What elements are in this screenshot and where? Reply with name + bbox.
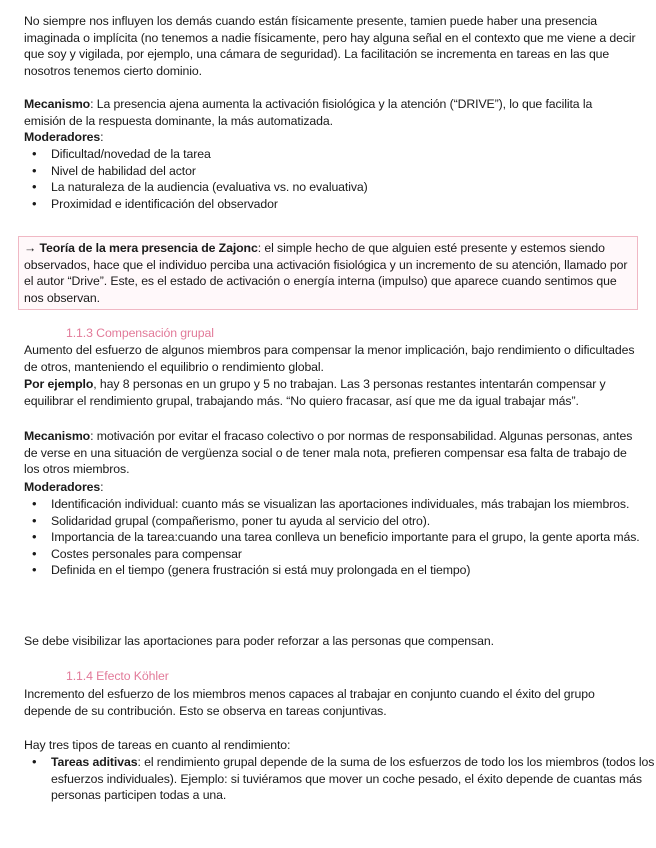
- example-label: Por ejemplo: [24, 377, 94, 391]
- zajonc-text: : el simple hecho de que alguien esté presente y estemos siendo observados, hace que el individuo perciba una activación fisiológica y un incremento de su atención, llamado por el autor “Drive”. Este, es el estado de activación o energía interna (impulso) que aparece cuando sentimos que nos observan.: [24, 241, 628, 305]
- zajonc-paragraph: [24, 240, 636, 306]
- moderators-colon-2: :: [100, 480, 104, 494]
- mechanism-paragraph-1: [24, 96, 636, 129]
- closing-paragraph: Se debe visibilizar las aportaciones para poder reforzar a las personas que compensan.: [24, 634, 494, 648]
- moderators-heading-2: [24, 479, 636, 496]
- mechanism-text-2: : motivación por evitar el fracaso colectivo o por normas de responsabilidad. Algunas personas, antes de verse en una situación de vergüenza social o de tener mala nota, prefieren compensar esa falta de trabajo de los otros miembros.: [24, 429, 633, 477]
- mechanism-paragraph-2: [24, 428, 636, 478]
- list-item: • Importancia de la tarea:cuando una tarea conlleva un beneficio importante para el grupo, la gente aporta más.: [51, 529, 656, 546]
- moderators-heading-1: [24, 129, 636, 146]
- additive-tasks-label: Tareas aditivas: [51, 755, 138, 769]
- additive-tasks-text: : el rendimiento grupal depende de la suma de los esfuerzos de todo los los miembros (todos los esfuerzos individuales). Ejemplo: si tuviéramos que mover un coche pesado, el éxito depende de cuantas más personas participen todas a una.: [51, 755, 655, 803]
- list-item: • Nivel de habilidad del actor: [51, 163, 656, 180]
- moderators-label-2: Moderadores: [24, 480, 101, 494]
- section-heading-1-1-3: 1.1.3 Compensación grupal: [66, 326, 214, 340]
- mechanism-text-1: : La presencia ajena aumenta la activación fisiológica y la atención (“DRIVE”), lo que facilita la emisión de la respuesta dominante, la más automatizada.: [24, 97, 593, 128]
- moderators-list-1: [24, 146, 656, 212]
- zajonc-label: → Teoría de la mera presencia de Zajonc: [24, 241, 258, 255]
- task-types-intro: Hay tres tipos de tareas en cuanto al rendimiento:: [24, 738, 291, 752]
- moderators-label-1: Moderadores: [24, 130, 101, 144]
- list-item: • Costes personales para compensar: [51, 546, 656, 563]
- mechanism-label-1: Mecanismo: [24, 97, 91, 111]
- list-item: • La naturaleza de la audiencia (evaluativa vs. no evaluativa): [51, 179, 656, 196]
- mechanism-label-2: Mecanismo: [24, 429, 91, 443]
- compensation-definition: Aumento del esfuerzo de algunos miembros para compensar la menor implicación, bajo rendimiento o dificultades de otros, manteniendo el equilibrio o rendimiento global.: [24, 343, 635, 374]
- list-item: [51, 754, 656, 804]
- example-paragraph: [24, 376, 636, 409]
- list-item: • Definida en el tiempo (genera frustración si está muy prolongada en el tiempo): [51, 562, 656, 579]
- list-item: • Identificación individual: cuanto más se visualizan las aportaciones individuales, más trabajan los miembros.: [51, 496, 656, 513]
- intro-paragraph: No siempre nos influyen los demás cuando están físicamente presente, tamien puede haber una presencia imaginada o implícita (no tenemos a nadie físicamente, pero hay alguna señal en el contexto que me viene a decir que soy y vigilada, por ejemplo, una cámara de seguridad). La facilitación se incrementa en tareas en las que nosotros tenemos cierto dominio.: [24, 14, 636, 78]
- list-item: • Solidaridad grupal (compañerismo, poner tu ayuda al servicio del otro).: [51, 513, 656, 530]
- task-types-list: [24, 754, 656, 804]
- list-item: • Proximidad e identificación del observador: [51, 196, 656, 213]
- list-item: • Dificultad/novedad de la tarea: [51, 146, 656, 163]
- kohler-definition: Incremento del esfuerzo de los miembros menos capaces al trabajar en conjunto cuando el éxito del grupo depende de su contribución. Esto se observa en tareas conjuntivas.: [24, 687, 595, 718]
- moderators-colon-1: :: [100, 130, 104, 144]
- moderators-list-2: [24, 496, 656, 579]
- example-text: , hay 8 personas en un grupo y 5 no trabajan. Las 3 personas restantes intentarán compensar y equilibrar el rendimiento grupal, trabajando más. “No quiero fracasar, así que me da igual trabajar más”.: [24, 377, 606, 408]
- section-heading-1-1-4: 1.1.4 Efecto Köhler: [66, 669, 169, 683]
